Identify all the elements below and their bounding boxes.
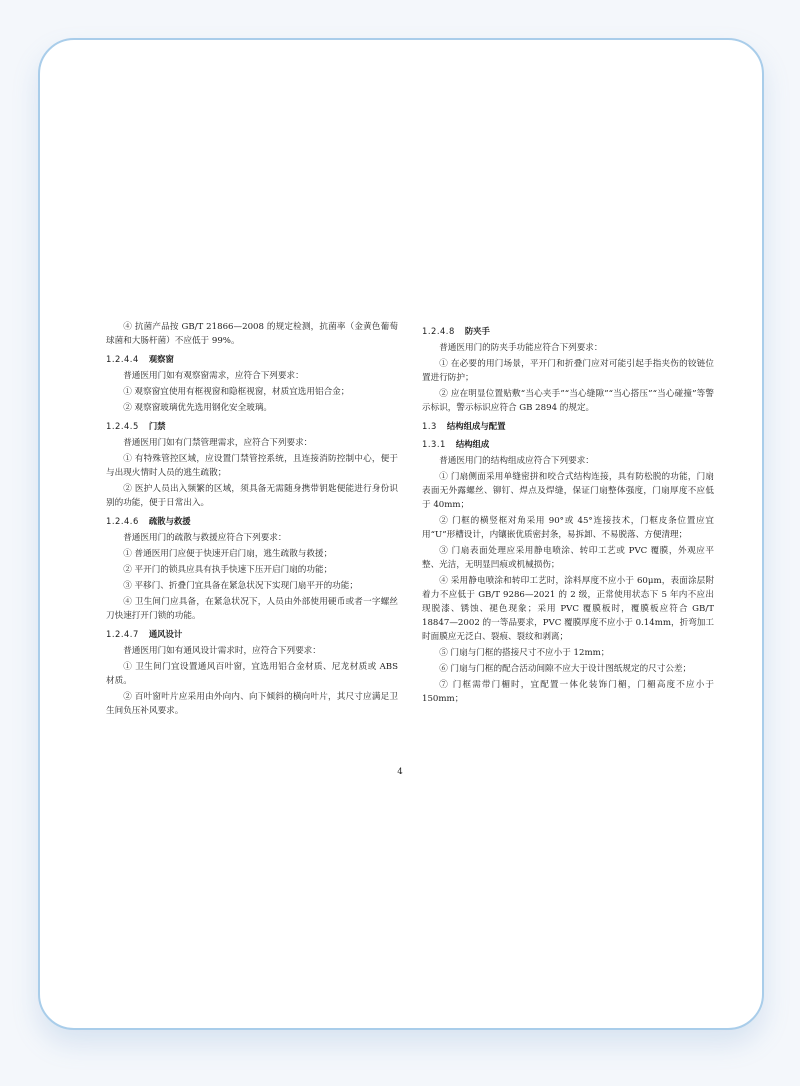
- section-title: 门禁: [148, 421, 166, 431]
- paragraph: ① 普通医用门应便于快速开启门扇，逃生疏散与救援；: [123, 549, 333, 559]
- paragraph: ① 有特殊管控区域，应设置门禁管控系统，且连接消防控制中心，便于与出现火情时人员的逃生疏散；: [106, 454, 398, 478]
- section-heading: [422, 324, 714, 338]
- left-column: [106, 320, 398, 720]
- section-title: 疏散与救援: [148, 516, 191, 526]
- section-number: 1.2.4.7: [106, 629, 139, 639]
- paragraph: 普通医用门的防夹手功能应符合下列要求：: [439, 343, 603, 353]
- paragraph: ④ 采用静电喷涂和转印工艺时，涂料厚度不应小于 60μm，表面涂层附着力不应低于 GB/T 9286—2021 的 2 级，正常使用状态下 5 年内不应出现脱漆、锈蚀、褪色现象；采用 PVC 覆膜板时，覆膜板应符合 GB/T 18847—2002 的一等品要求，PVC 覆膜厚度不应小于 0.14mm，折弯加工时面膜应无泛白、裂痕、裂纹和剥离；: [422, 576, 714, 642]
- section-number: 1.2.4.4: [106, 354, 139, 364]
- paragraph: ② 应在明显位置贴敷“当心夹手”“当心缝隙”“当心搭压”“当心碰撞”等警示标识，警示标识应符合 GB 2894 的规定。: [422, 389, 714, 413]
- paragraph: ① 门扇侧面采用单缝密拼和咬合式结构连接，具有防松脱的功能，门扇表面无外露螺丝、铆钉、焊点及焊缝，保证门扇整体强度，门扇厚度不应低于 40mm；: [422, 472, 714, 510]
- section-heading: [106, 514, 398, 528]
- paragraph: ② 医护人员出入频繁的区域，须具备无需随身携带钥匙便能进行身份识别的功能，便于日常出入。: [106, 484, 398, 508]
- paragraph: ① 观察窗宜使用有框视窗和隐框视窗，材质宜选用铝合金；: [123, 387, 350, 397]
- paragraph: 普通医用门的疏散与救援应符合下列要求：: [123, 533, 287, 543]
- paragraph: ⑥ 门扇与门框的配合活动间隙不应大于设计图纸规定的尺寸公差；: [439, 664, 692, 674]
- section-number: 1.3.1: [422, 439, 446, 449]
- paragraph: 普通医用门如有通风设计需求时，应符合下列要求：: [123, 646, 321, 656]
- section-number: 1.2.4.5: [106, 421, 139, 431]
- section-number: 1.2.4.6: [106, 516, 139, 526]
- paragraph: ② 观察窗玻璃优先选用钢化安全玻璃。: [123, 403, 273, 413]
- section-heading: [106, 627, 398, 641]
- section-title: 通风设计: [148, 629, 183, 639]
- paragraph: ② 平开门的锁具应具有执手快速下压开启门扇的功能；: [123, 565, 333, 575]
- section-title: 防夹手: [464, 326, 490, 336]
- section-heading: [422, 419, 714, 433]
- section-title: 结构组成: [455, 439, 490, 449]
- paragraph: 普通医用门如有观察窗需求，应符合下列要求：: [123, 371, 304, 381]
- paragraph: 普通医用门如有门禁管理需求，应符合下列要求：: [123, 438, 313, 448]
- paragraph: ② 百叶窗叶片应采用由外向内、向下倾斜的横向叶片，其尺寸应满足卫生间负压补风要求。: [106, 692, 398, 716]
- paragraph: ① 在必要的用门场景，平开门和折叠门应对可能引起手指夹伤的铰链位置进行防护；: [422, 359, 714, 383]
- section-number: 1.3: [422, 421, 437, 431]
- paragraph: 普通医用门的结构组成应符合下列要求：: [439, 456, 594, 466]
- paragraph: ② 门框的横竖框对角采用 90°或 45°连接技术，门框皮条位置应宜用“U”形槽设计，内镶嵌优质密封条，易拆卸、不易脱落、方便清理；: [422, 516, 714, 540]
- paragraph: ③ 平移门、折叠门宜具备在紧急状况下实现门扇平开的功能；: [123, 581, 358, 591]
- paragraph: ④ 卫生间门应具备，在紧急状况下，人员由外部使用硬币或者一字螺丝刀快速打开门锁的功能。: [106, 597, 398, 621]
- paragraph: ④ 抗菌产品按 GB/T 21866—2008 的规定检测，抗菌率（金黄色葡萄球菌和大肠杆菌）不应低于 99%。: [106, 322, 398, 346]
- section-title: 观察窗: [148, 354, 174, 364]
- paragraph: ① 卫生间门宜设置通风百叶窗，宜选用铝合金材质、尼龙材质或 ABS 材质。: [106, 662, 398, 686]
- section-number: 1.2.4.8: [422, 326, 455, 336]
- paragraph: ⑤ 门扇与门框的搭接尺寸不应小于 12mm；: [439, 648, 610, 658]
- section-heading: [106, 352, 398, 366]
- page-number: 4: [397, 767, 403, 777]
- paragraph: ③ 门扇表面处理应采用静电喷涂、转印工艺或 PVC 覆膜，外观应平整、光洁，无明显凹痕或机械损伤；: [422, 546, 714, 570]
- paragraph: ⑦ 门框需带门楣时，宜配置一体化装饰门楣，门楣高度不应小于 150mm；: [422, 680, 714, 704]
- section-title: 结构组成与配置: [446, 421, 506, 431]
- right-column: [422, 320, 714, 708]
- section-heading: [106, 419, 398, 433]
- section-heading: [422, 437, 714, 451]
